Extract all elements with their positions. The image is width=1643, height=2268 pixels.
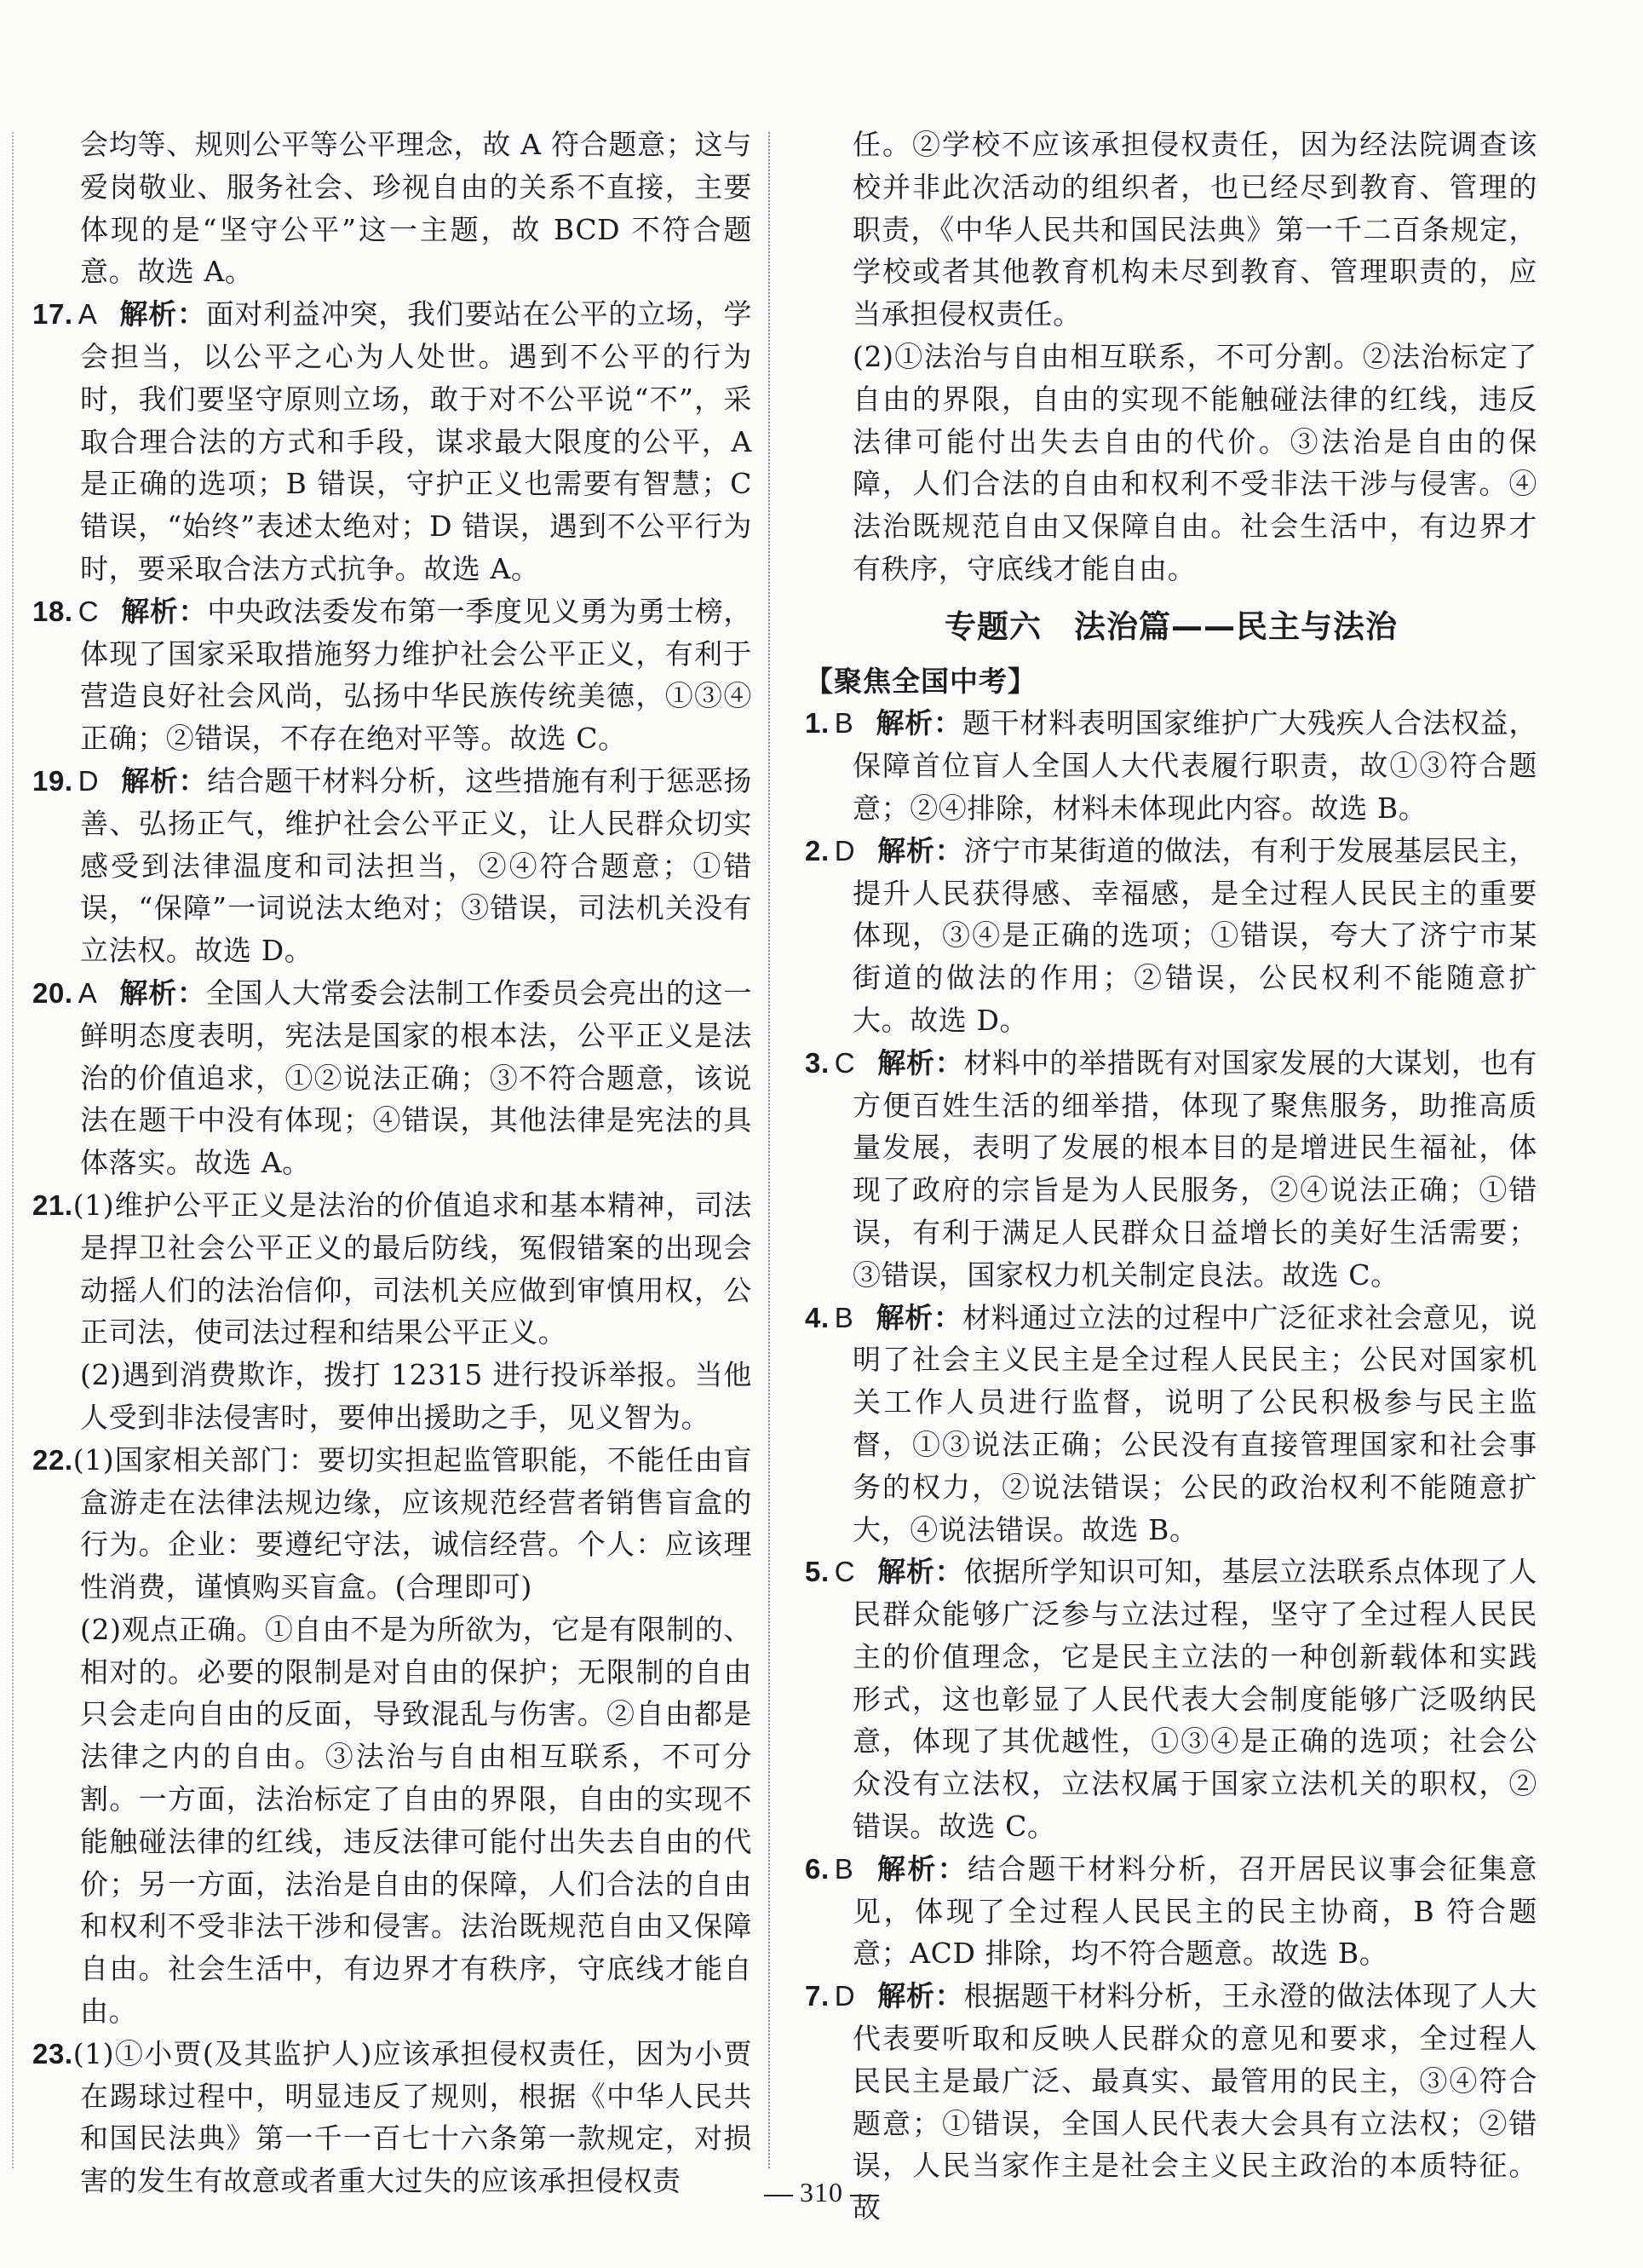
answer-item — [32, 590, 752, 760]
answer-text: 依据所学知识可知，基层立法联系点体现了人民群众能够广泛参与立法过程，坚守了全过程人民民主的价值理念，它是民主立法的一种创新载体和实践形式，这也彰显了人民代表大会制度能够广泛吸纳民意，体现了其优越性，①③④是正确的选项；社会公众没有立法权，立法权属于国家立法机关的职权，②错误。故选 C。 — [853, 1555, 1537, 1844]
answer-item — [805, 1551, 1537, 1848]
answer-text: 济宁市某街道的做法，有利于发展基层民主，提升人民获得感、幸福感，是全过程人民民主的重要体现，③④是正确的选项；①错误，夸大了济宁市某街道的做法的作用；②错误，公民权利不能随意扩大。故选 D。 — [853, 833, 1537, 1037]
answer-letter: D — [834, 834, 856, 866]
page-number-text: 310 — [800, 2177, 843, 2208]
sub-paragraph: (2)①法治与自由相互联系，不可分割。②法治标定了自由的界限，自由的实现不能触碰法律的红线，违反法律可能付出失去自由的代价。③法治是自由的保障，人们合法的自由和权利不受非法干涉与侵害。④法治既规范自由又保障自由。社会生活中，有边界才有秩序，守底线才能自由。 — [853, 339, 1537, 585]
question-number: 2. — [805, 834, 830, 866]
answer-item — [32, 1184, 752, 1354]
answer-text: 材料中的举措既有对国家发展的大谋划，也有方便百姓生活的细举措，体现了聚焦服务，助推高质量发展，表明了发展的根本目的是增进民生福祉，体现了政府的宗旨是为人民服务，②④说法正确；①错误，有利于满足人民群众日益增长的美好生活需要；③错误，国家权力机关制定良法。故选 C。 — [853, 1045, 1537, 1292]
answer-letter: C — [834, 1046, 856, 1079]
question-number: 4. — [805, 1301, 830, 1333]
answer-letter: A — [78, 298, 98, 331]
page-dash-left — [764, 2195, 793, 2196]
answer-letter: C — [78, 595, 100, 627]
sub-paragraph: (2)遇到消费欺诈，拨打 12315 进行投诉举报。当他人受到非法侵害时，要伸出援助之手，见义智为。 — [80, 1358, 752, 1434]
answer-letter: B — [834, 1852, 854, 1885]
answer-item — [32, 760, 752, 972]
answer-text: 题干材料表明国家维护广大残疾人合法权益，保障首位盲人全国人大代表履行职责，故①③符合题意；②④排除，材料未体现此内容。故选 B。 — [853, 706, 1537, 825]
answer-item — [32, 972, 752, 1184]
section-heading: 专题六 法治篇——民主与法治 — [945, 607, 1398, 645]
answer-letter: C — [834, 1556, 856, 1588]
answer-text: 结合题干材料分析，召开居民议事会征集意见，体现了全过程人民民主的民主协商，B 符合题意；ACD 排除，均不符合题意。故选 B。 — [853, 1851, 1537, 1971]
answer-item — [805, 1848, 1537, 1975]
left-margin-rule — [12, 132, 14, 2168]
answer-item — [32, 1439, 752, 1609]
left-column — [32, 124, 752, 2202]
answer-letter: A — [78, 976, 98, 1009]
answer-letter: D — [78, 764, 100, 797]
analysis-label: 解析： — [877, 1979, 964, 2013]
answer-text: 中央政法委发布第一季度见义勇为勇士榜，体现了国家采取措施努力维护社会公平正义，有利于营造良好社会风尚，弘扬中华民族传统美德，①③④正确；②错误，不存在绝对平等。故选 C。 — [80, 594, 752, 756]
section-label: 【聚焦全国中考】 — [805, 664, 1037, 698]
question-number: 21. — [32, 1189, 73, 1221]
analysis-label: 解析： — [121, 763, 208, 797]
answer-text: 材料通过立法的过程中广泛征求社会意见，说明了社会主义民主是全过程人民民主；公民对国家机关工作人员进行监督，说明了公民积极参与民主监督，①③说法正确；公民没有直接管理国家和社会事务的权力，②说法错误；公民的政治权利不能随意扩大，④说法错误。故选 B。 — [853, 1300, 1537, 1546]
answer-text: 面对利益冲突，我们要站在公平的立场，学会担当，以公平之心为人处世。遇到不公平的行为时，我们要坚守原则立场，敢于对不公平说“不”，采取合理合法的方式和手段，谋求最大限度的公平，A 是正确的选项；B 错误，守护正义也需要有智慧；C 错误，“始终”表述太绝对；D 错误，遇到不公平行为时，要采取合法方式抗争。故选 A。 — [80, 297, 752, 585]
analysis-label: 解析： — [876, 706, 962, 740]
page-dash-right — [850, 2195, 879, 2196]
analysis-label: 解析： — [119, 976, 206, 1010]
continued-paragraph: 会均等、规则公平等公平理念，故 A 符合题意；这与爱岗敬业、服务社会、珍视自由的关系不直接，主要体现的是“坚守公平”这一主题，故 BCD 不符合题意。故选 A。 — [80, 128, 752, 289]
analysis-label: 解析： — [877, 833, 964, 867]
answer-text: 结合题干材料分析，这些措施有利于惩恶扬善、弘扬正气，维护社会公平正义，让人民群众切实感受到法律温度和司法担当，②④符合题意；①错误，“保障”一词说法太绝对；③错误，司法机关没有立法权。故选 D。 — [80, 763, 752, 968]
question-number: 1. — [805, 707, 830, 740]
analysis-label: 解析： — [876, 1300, 962, 1334]
analysis-label: 解析： — [121, 594, 208, 628]
analysis-label: 解析： — [877, 1045, 964, 1079]
question-number: 3. — [805, 1046, 830, 1079]
question-number: 5. — [805, 1556, 830, 1588]
answer-letter: B — [834, 707, 854, 740]
question-number: 19. — [32, 764, 73, 797]
question-number: 6. — [805, 1852, 830, 1885]
answer-text: (1)国家相关部门：要切实担起监管职能，不能任由盲盒游走在法律法规边缘，应该规范经营者销售盲盒的行为。企业：要遵纪守法，诚信经营。个人：应该理性消费，谨慎购买盲盒。(合理即可) — [72, 1442, 752, 1604]
answer-text: 全国人大常委会法制工作委员会亮出的这一鲜明态度表明，宪法是国家的根本法，公平正义是法治的价值追求，①②说法正确；③不符合题意，该说法在题干中没有体现；④错误，其他法律是宪法的具体落实。故选 A。 — [80, 976, 752, 1180]
answer-text: (1)维护公平正义是法治的价值追求和基本精神，司法是捍卫社会公平正义的最后防线，冤假错案的出现会动摇人们的法治信仰，司法机关应做到审慎用权，公正司法，使司法过程和结果公平正义。 — [72, 1188, 752, 1350]
answer-letter: D — [834, 1980, 856, 2012]
answer-item — [805, 1042, 1537, 1297]
question-number: 23. — [32, 2037, 73, 2069]
analysis-label: 解析： — [119, 297, 206, 331]
right-column — [805, 124, 1537, 2230]
answer-item — [805, 702, 1537, 829]
answer-letter: B — [834, 1301, 854, 1333]
answer-text: (1)①小贾(及其监护人)应该承担侵权责任，因为小贾在踢球过程中，明显违反了规则，根据《中华人民共和国民法典》第一千一百七十六条第一款规定，对损害的发生有故意或者重大过失的应该承担侵权责 — [72, 2036, 752, 2198]
analysis-label: 解析： — [877, 1555, 964, 1589]
answer-item — [32, 293, 752, 590]
question-number: 18. — [32, 595, 73, 627]
answer-item — [805, 830, 1537, 1042]
question-number: 17. — [32, 298, 73, 331]
sub-paragraph: (2)观点正确。①自由不是为所欲为，它是有限制的、相对的。必要的限制是对自由的保护；无限制的自由只会走向自由的反面，导致混乱与伤害。②自由都是法律之内的自由。③法治与自由相互联系，不可分割。一方面，法治标定了自由的界限，自由的实现不能触碰法律的红线，违反法律可能付出失去自由的代价；另一方面，法治是自由的保障，人们合法的自由和权利不受非法干涉和侵害。法治既规范自由又保障自由。社会生活中，有边界才有秩序，守底线才能自由。 — [80, 1612, 752, 2029]
question-number: 7. — [805, 1980, 830, 2012]
question-number: 22. — [32, 1443, 73, 1476]
continued-paragraph: 任。②学校不应该承担侵权责任，因为经法院调查该校并非此次活动的组织者，也已经尽到教育、管理的职责，《中华人民共和国民法典》第一千二百条规定，学校或者其他教育机构未尽到教育、管理职责的，应当承担侵权责任。 — [853, 128, 1537, 331]
answer-item — [805, 1297, 1537, 1551]
question-number: 20. — [32, 976, 73, 1009]
page-number — [0, 2177, 1643, 2208]
analysis-label: 解析： — [876, 1851, 968, 1885]
column-divider — [768, 132, 770, 2168]
answer-text: 根据题干材料分析，王永澄的做法体现了人大代表要听取和反映人民群众的意见和要求，全过程人民民主是最广泛、最真实、最管用的民主，③④符合题意；①错误，全国人民代表大会具有立法权；②错误，人民当家作主是社会主义民主政治的本质特征。故 — [853, 1979, 1537, 2225]
